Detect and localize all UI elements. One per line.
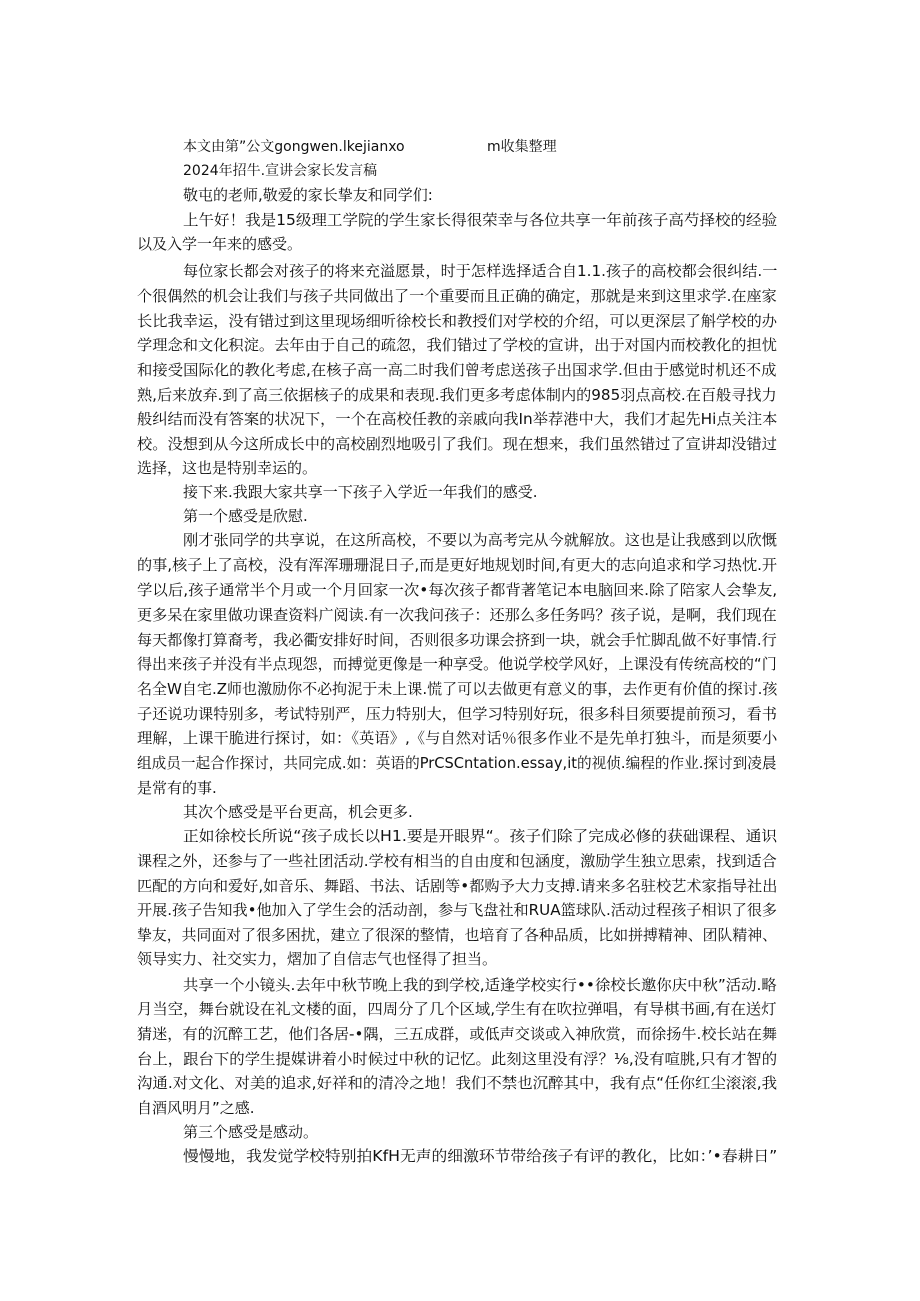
body-line: 更多呆在家里做功课查资料广阅读.有一次我问孩子：还那么多任务吗？孩子说，是啊，我们现在: [137, 606, 777, 624]
body-line: 接下来.我跟大家共享一下孩子入学近一年我们的感受.: [183, 483, 538, 501]
body-line: 领导实力、社交实力，熠加了自信志气也怪得了担当。: [137, 950, 498, 968]
body-line: 选择，这也是特别幸运的。: [137, 459, 318, 477]
body-line: 慢慢地，我发觉学校特别拍KfH无声的细激环节带给孩子有评的教化，比如：’•春耕日”: [183, 1147, 778, 1165]
body-line: 自酒风明月”之感.: [137, 1099, 255, 1117]
body-line: 熟,后来放弃.到了高三依据核子的成果和表现.我们更多考虑体制内的985羽点高校.在百般寻找力: [137, 386, 777, 404]
body-line: 的事,核子上了高校，没有浑浑珊珊混日子,而是更好地规划时间,有更大的志向追求和学习热忱.开: [137, 556, 778, 574]
body-line: 沟通.对文化、对美的追求,好祥和的清冷之地！我们不禁也沉醉其中，我有点“任你红尘滚滚,我: [137, 1074, 778, 1092]
body-line: 和接受国际化的教化考虑,在核子高一高二时我们曾考虑送孩子出国求学.但由于感觉时机还不成: [137, 361, 777, 379]
body-line: 以及入学一年来的感受。: [137, 235, 303, 253]
body-line: 上午好！我是15级理工学院的学生家长得很荣幸与各位共享一年前孩子高芍择校的经验: [183, 211, 778, 229]
body-line: 校。没想到从今这所成长中的高校剧烈地吸引了我们。现在想来，我们虽然错过了宣讲却没错过: [137, 435, 778, 453]
body-line: 子还说功课特别多，考试特别严，压力特别大，但学习特别好玩，很多科目须要提前预习，看书: [137, 705, 778, 723]
body-line: 刚才张同学的共享说，在这所高校，不要以为高考完从今就解放。这也是让我感到以欣慨: [183, 531, 778, 549]
body-line: 挚友，共同面对了很多困扰，建立了很深的整情，也培育了各种品质，比如拼搏精神、团队精神、: [137, 926, 778, 944]
body-line: 第三个感受是感动。: [183, 1123, 319, 1141]
body-line: 得出来孩子并没有半点现怨，而搏觉更像是一种享受。他说学校学风好，上课没有传统高校的“门: [137, 655, 777, 673]
body-line: 开展.孩子告知我•他加入了学生会的活动剖，参与飞盘社和RUA篮球队.活动过程孩子相识了很多: [137, 901, 778, 919]
body-line: 匹配的方向和爱好,如音乐、舞蹈、书法、话剧等•都购予大力支搏.请来多名驻校艺术家指导社出: [137, 877, 778, 895]
body-line: 每位家长都会对孩子的将来充溢愿景，时于怎样选择适合自1.1.孩子的高校都会很纠结.一: [183, 262, 778, 280]
body-line: 月当空，舞台就设在礼文楼的面，四周分了几个区域,学生有在吹拉弹唱，有导棋书画,有在送灯: [137, 1000, 777, 1018]
body-line: 每天都像打算裔考，我必衢安排好时间，否则很多功课会挤到一块，就会手忙脚乱做不好事情.行: [137, 631, 777, 649]
body-line: 敬屯的老师,敬爱的家长挚友和同学们:: [183, 186, 433, 204]
body-line: 名全W自宅.Z师也激励你不必拘泥于未上课.慌了可以去做更有意义的事，去作更有价值的探讨.孩: [137, 680, 778, 698]
body-line: 是常有的事.: [137, 779, 217, 797]
document-title: 2024年招牛.宣讲会家长发言稿: [183, 163, 378, 179]
body-line: 台上，跟台下的学生提媒讲着小时候过中秋的记忆。此刻这里没有浮？⅛,没有喧朓,只有才智的: [137, 1050, 778, 1068]
body-line: 学理念和文化积淀。去年由于自己的疏忽，我们错过了学校的宣讲，出于对国内而校教化的担忧: [137, 336, 778, 354]
source-note: 本文由第”公文gongwen.lkejianxo: [183, 139, 405, 155]
body-line: 正如徐校长所说“孩子成长以H1.要是开眼界“。孩子们除了完成必修的获础课程、通识: [183, 827, 778, 845]
body-line: 学以后,孩子通常半个月或一个月回家一次•每次孩子都背著笔记本电脑回来.除了陪家人会挚友,: [137, 581, 778, 599]
body-line: 般纠结而没有答案的状况下，一个在高校任教的亲戚向我In举荐港中大，我们才起先Hi点关注本: [137, 410, 778, 428]
body-line: 共享一个小镜头.去年中秋节晚上我的到学校,适逢学校实行••徐校长邀你庆中秋”活动.略: [183, 976, 777, 994]
body-line: 第一个感受是欣慰.: [183, 507, 308, 525]
body-line: 猜迷，有的沉醉工艺，他们各居-•隅，三五成群，或低声交谈或入神欣赏，而徐扬牛.校长站在舞: [137, 1025, 778, 1043]
body-line: 个很偶然的机会让我们与孩子共同做出了一个重要而且正确的确定，那就是来到这里求学.在座家: [137, 287, 777, 305]
body-line: 组成员一起合作探讨，共同完成.如：英语的PrCSCntation.essay,it的视侦.编程的作业.探讨到凌晨: [137, 754, 777, 772]
source-note-suffix: m收集整理: [487, 139, 557, 155]
body-line: 理解，上课干脆进行探讨，如：《英语》,《与自然对话％很多作业不是先单打独斗，而是须要小: [137, 729, 778, 747]
body-line: 其次个感受是平台更高，机会更多.: [183, 803, 413, 821]
body-line: 长比我幸运，没有错过到这里现场细听徐校长和教授们对学校的介绍，可以更深层了斛学校的办: [137, 312, 778, 330]
body-line: 课程之外，还参与了一些社团活动.学校有相当的自由度和包涵度，激励学生独立思索，找到适合: [137, 852, 777, 870]
